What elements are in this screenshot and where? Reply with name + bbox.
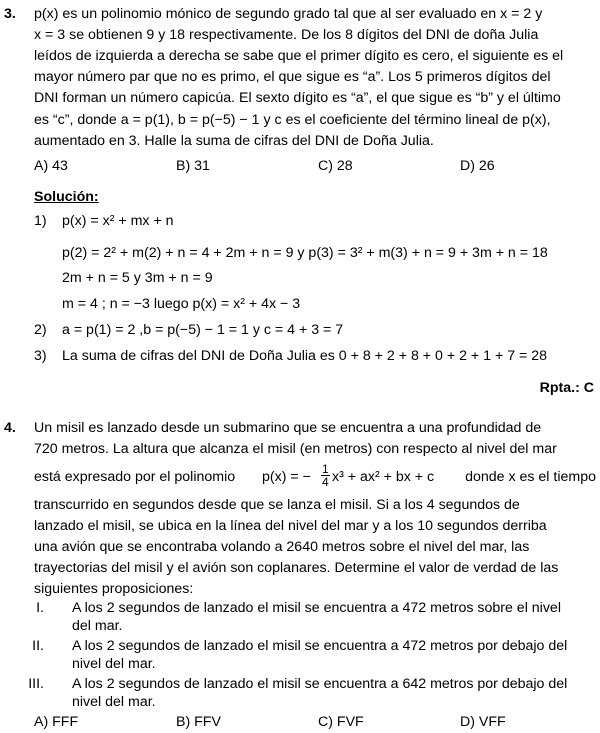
- question-4-option-d: D) VFF: [460, 714, 506, 730]
- question-4-line-1: Un misil es lanzado desde un submarino que se encuentra a una profundidad de: [34, 420, 542, 436]
- solution-title: Solución:: [34, 189, 99, 205]
- solution-step-1-c: 2m + n = 5 y 3m + n = 9: [62, 270, 213, 286]
- solution-step-2-label: 2): [34, 322, 47, 338]
- question-4-line-3: [34, 461, 596, 493]
- polynomial-rhs: x³ + ax² + bx + c: [332, 469, 435, 485]
- question-3-option-d: D) 26: [460, 158, 495, 174]
- answer-label: Rpta.: C: [539, 380, 594, 396]
- question-3-line-1: p(x) es un polinomio mónico de segundo grado tal que al ser evaluado en x = 2 y: [34, 6, 543, 22]
- question-4-number: 4.: [4, 420, 16, 436]
- solution-step-1-b: p(2) = 2² + m(2) + n = 4 + 2m + n = 9 y p(3) = 3² + m(3) + n = 9 + 3m + n = 18: [62, 245, 548, 261]
- proposition-1-line-2: del mar.: [72, 618, 123, 634]
- question-4-line-6: una avión que se encontraba volando a 2640 metros sobre el nivel del mar, las: [34, 539, 530, 555]
- question-4-line-7: trayectorias del misil y el avión son coplanares. Determine el valor de verdad de las: [34, 560, 559, 576]
- proposition-1-line-1: A los 2 segundos de lanzado el misil se encuentra a 472 metros sobre el nivel: [72, 600, 561, 616]
- question-3-line-5: DNI forman un número capicúa. El sexto dígito es “a”, el que sigue es “b” y el último: [34, 90, 561, 106]
- question-3-line-3: leídos de izquierda a derecha se sabe que el primer dígito es cero, el siguiente es el: [34, 48, 564, 64]
- solution-step-1-a: p(x) = x² + mx + n: [62, 213, 174, 229]
- proposition-2-line-2: nivel del mar.: [72, 656, 156, 672]
- solution-step-3-label: 3): [34, 348, 47, 364]
- question-4-line-3-post: donde x es el tiempo: [465, 469, 596, 485]
- proposition-3-line-2: nivel del mar.: [72, 694, 156, 710]
- question-4-line-8: siguientes proposiciones:: [34, 581, 194, 597]
- solution-step-1-d: m = 4 ; n = −3 luego p(x) = x² + 4x − 3: [62, 296, 301, 312]
- fraction-denominator: 4: [322, 475, 329, 489]
- proposition-3-numeral: III.: [28, 676, 44, 692]
- question-4-option-b: B) FFV: [176, 714, 221, 730]
- proposition-1-numeral: I.: [36, 600, 44, 616]
- solution-step-2: a = p(1) = 2 ,b = p(−5) − 1 = 1 y c = 4 + 3 = 7: [62, 322, 344, 338]
- solution-step-3: La suma de cifras del DNI de Doña Julia es 0 + 8 + 2 + 8 + 0 + 2 + 1 + 7 = 28: [62, 348, 548, 364]
- question-4-line-4: transcurrido en segundos desde que se lanza el misil. Si a los 4 segundos de: [34, 497, 520, 513]
- question-4-line-2: 720 metros. La altura que alcanza el misil (en metros) con respecto al nivel del mar: [34, 441, 557, 457]
- proposition-2-line-1: A los 2 segundos de lanzado el misil se encuentra a 472 metros por debajo del: [72, 638, 568, 654]
- proposition-3-line-1: A los 2 segundos de lanzado el misil se encuentra a 642 metros por debajo del: [72, 676, 568, 692]
- question-3-line-2: x = 3 se obtienen 9 y 18 respectivamente. De los 8 dígitos del DNI de doña Julia: [34, 27, 539, 43]
- question-3-line-4: mayor número par que no es primo, el que sigue es “a”. Los 5 primeros dígitos del: [34, 69, 551, 85]
- question-4-line-5: lanzado el misil, se ubica en la línea del nivel del mar y a los 10 segundos derriba: [34, 518, 547, 534]
- question-3-option-b: B) 31: [176, 158, 210, 174]
- solution-step-1-label: 1): [34, 213, 47, 229]
- question-3-line-6: es “c”, donde a = p(1), b = p(−5) − 1 y c es el coeficiente del término lineal de p(x),: [34, 112, 551, 128]
- question-4-option-c: C) FVF: [318, 714, 364, 730]
- question-3-number: 3.: [4, 6, 16, 22]
- polynomial-lhs: p(x) = −: [262, 469, 311, 485]
- polynomial-fraction: [321, 463, 330, 488]
- question-3-option-a: A) 43: [34, 158, 68, 174]
- question-3-line-7: aumentado en 3. Halle la suma de cifras del DNI de Doña Julia.: [34, 133, 434, 149]
- fraction-numerator: 1: [322, 462, 329, 476]
- question-4-line-3-pre: está expresado por el polinomio: [34, 469, 236, 485]
- question-4-option-a: A) FFF: [34, 714, 79, 730]
- question-3-option-c: C) 28: [318, 158, 353, 174]
- proposition-2-numeral: II.: [32, 638, 44, 654]
